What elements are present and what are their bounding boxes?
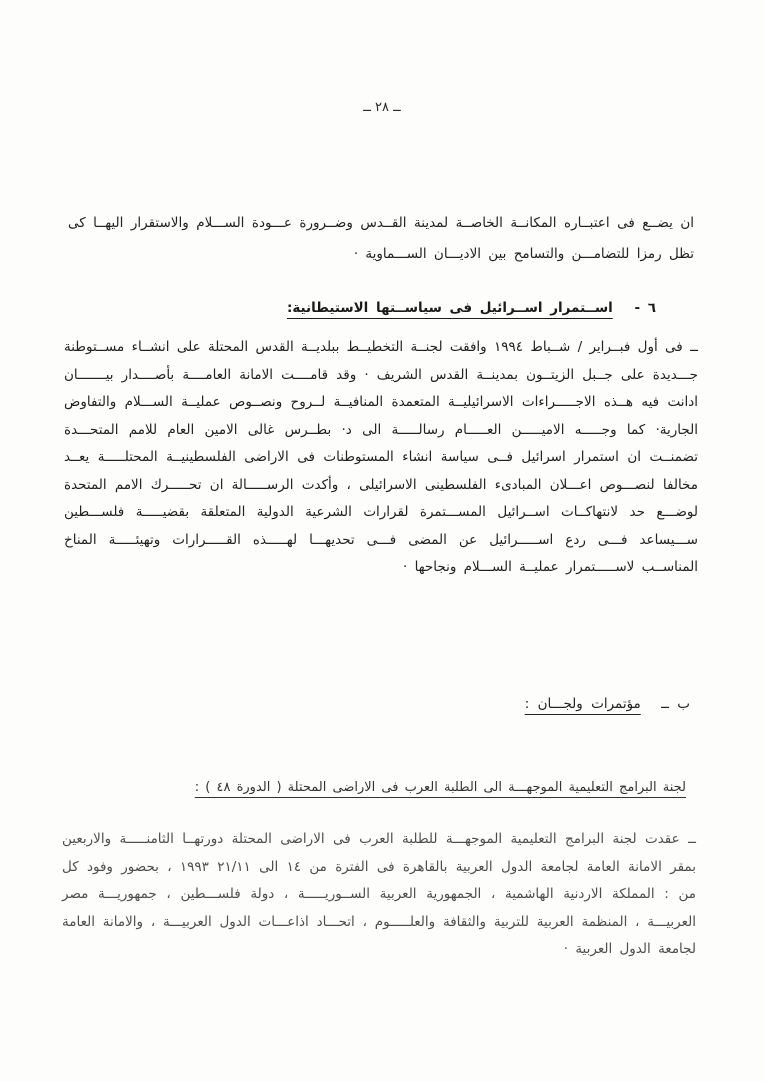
- page-number: ــ ٢٨ ــ: [363, 100, 401, 115]
- paragraph-intro: ان يضــع فى اعتبــاره المكانــة الخاصــة لمدينة القــدس وضــرورة عـــودة الســـلام والاستقرار اليهــا كى تظل رمزا للتضامـــن والتسامح بين الاديـــان الســـماوية ·: [68, 215, 694, 262]
- paragraph-committee: ــ عقدت لجنة البرامج التعليمية الموجهـــة للطلبة العرب فى الاراضى المحتلة دورتهــا الثامنـــــة والاربعين بمقر الامانة العامة لجامعة الدول العربية بالقاهرة فى الفترة من ١٤ الى ٢١/١١ ١٩٩٣ ، بحضور وفود كل من : المملكة الاردنية الهاشمية ، الجمهورية العربية الســوريـــــة ، دولة فلســـطين ، جمهوريـــة مصر العربيـــة ، المنظمة العربية للتربية والثقافة والعلـــــوم ، اتحـــاد اذاعـــات الدول العربيـــة ، والامانة العامة لجامعة الدول العربية ·: [62, 831, 696, 957]
- section-b-prefix: ب ــ: [661, 696, 690, 712]
- paragraph-settlements: ــ فى أول فبــراير / شــباط ١٩٩٤ وافقت لجنــة التخطيــط ببلديــة القدس المحتلة على انشــاء مســتوطنة جـــديدة على جــبل الزيتــون بمدينــة القدس الشريف · وقد قامــــت الامانة العامــــة بأصــــدار بيـــــــان ادانت فيه هــذه الاجـــــراءات الاسرائيليــة المتعمدة المنافيــة لــروح ونصــوص عمليــة الســـلام والتفاوض الجارية· كما وجـــــه الاميـــــن العـــــام رسالـــــة الى د· بطــرس غالى الامين العام للامم المتحـــدة تضمنــت ان استمرار اسرائيل فــى سياسة انشاء المستوطنات فى الاراضى الفلسطينيــة المحتلـــــة يعــد مخالفا لنصـــوص اعـــلان المبادىء الفلسطينى الاسرائيلى ، وأكدت الرســـــالة ان تحـــــرك الامم المتحدة لوضـــع حد لانتهاكــات اســرائيل المســـتمرة لقرارات الشرعية الدولية المتعلقة بقضيـــــة فلســـطين ســـيساعد فـــى ردع اســـــرائيل عن المضى فـــى تحديهـــا لهـــــذه القـــــرارات وتهيئـــــة المناخ المناســب لاســـــتمرار عمليــة الســـلام ونجاحها ·: [64, 339, 698, 575]
- section-heading-b: [525, 696, 690, 712]
- heading-committee: [78, 780, 686, 795]
- section-b-title: مؤتمرات ولجـــان :: [524, 696, 641, 712]
- section-number: ٦ -: [634, 300, 656, 316]
- section-heading-settlements: [287, 300, 656, 316]
- section-title-settlements: اســتمرار اســرائيل فى سياســتها الاستيطانية:: [286, 300, 613, 316]
- heading-committee-text: لجنة البرامج التعليمية الموجهـــة الى الطلبة العرب فى الاراضى المحتلة ( الدورة ٤٨ ) :: [194, 780, 686, 795]
